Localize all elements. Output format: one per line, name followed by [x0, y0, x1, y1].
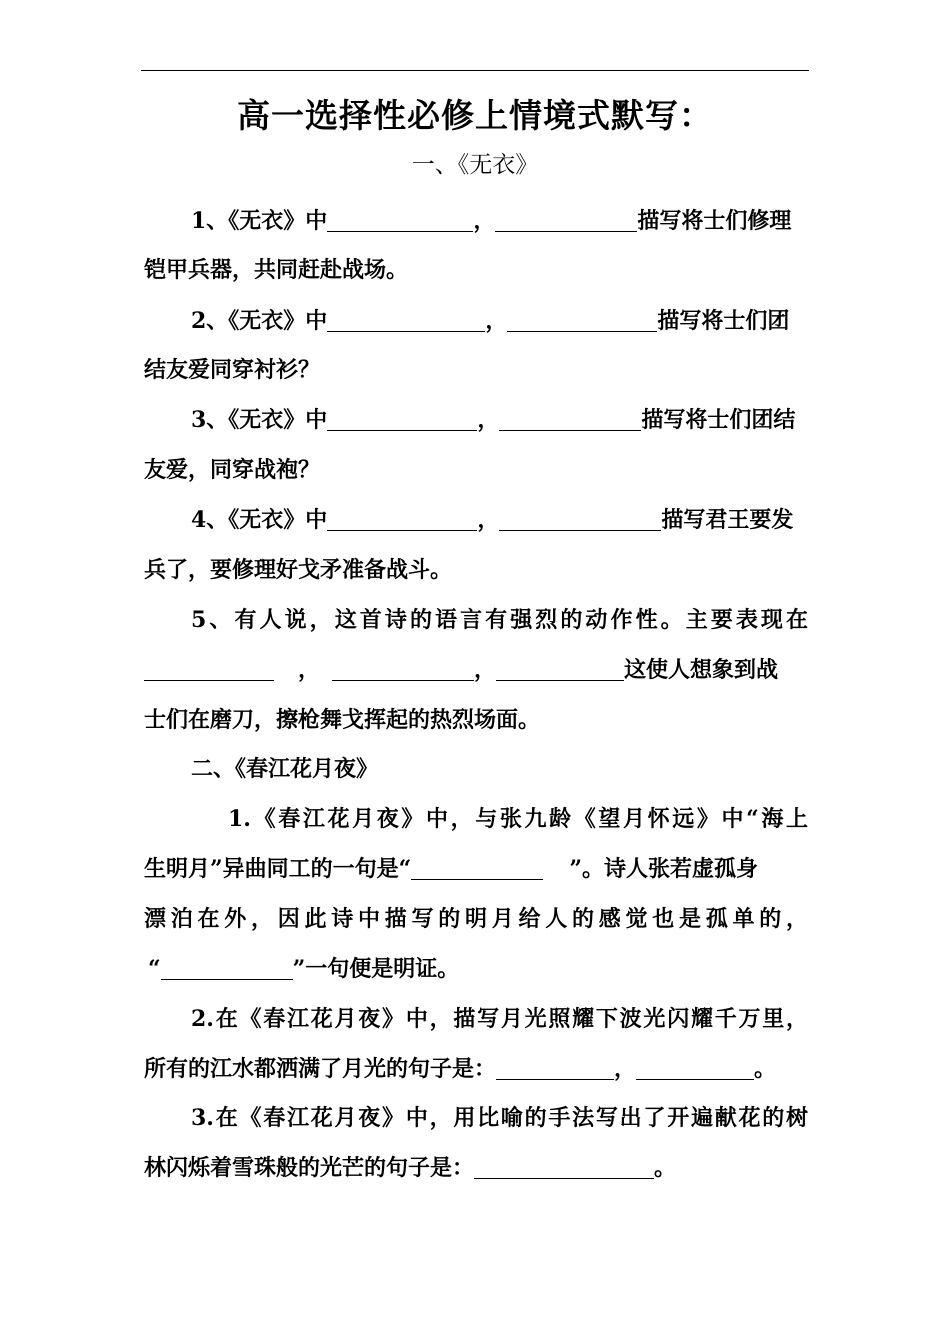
- question-3-line-2: 友爱，同穿战袍？: [144, 457, 321, 483]
- answer-blank[interactable]: [144, 656, 274, 681]
- s2-question-1-line-3: 漂泊在外，因此诗中描写的明月给人的感觉也是孤单的，: [144, 906, 808, 932]
- answer-blank[interactable]: [327, 307, 485, 332]
- answer-blank[interactable]: [327, 207, 473, 232]
- page-title: 高一选择性必修上情境式默写：: [237, 96, 713, 135]
- s2-question-1-line-4: “ ”一句便是明证。: [148, 956, 460, 982]
- header-rule: [141, 70, 809, 71]
- section-heading-chunjiang: 二、《春江花月夜》: [191, 756, 379, 782]
- answer-blank[interactable]: [499, 406, 641, 431]
- question-5-line-1: 5、有人说，这首诗的语言有强烈的动作性。主要表现在: [191, 607, 808, 633]
- s2-question-1-line-2: 生明月”异曲同工的一句是“ ”。诗人张若虚孤身: [144, 856, 758, 882]
- answer-blank[interactable]: [495, 207, 637, 232]
- answer-blank[interactable]: [507, 307, 657, 332]
- question-3-line-1: 3、《无衣》中 ， 描写将士们团结: [191, 407, 796, 433]
- s2-question-2-line-1: 2.在《春江花月夜》中，描写月光照耀下波光闪耀千万里，: [191, 1006, 808, 1032]
- answer-blank[interactable]: [636, 1055, 754, 1080]
- answer-blank[interactable]: [474, 1154, 654, 1179]
- question-2-line-1: 2、《无衣》中 ， 描写将士们团: [191, 308, 790, 334]
- answer-blank[interactable]: [327, 506, 477, 531]
- answer-blank[interactable]: [332, 656, 474, 681]
- s2-question-3-line-2: 林闪烁着雪珠般的光芒的句子是： 。: [144, 1155, 677, 1181]
- answer-blank[interactable]: [161, 955, 293, 980]
- section-heading-wuyi: 一、《无衣》: [411, 152, 539, 178]
- answer-blank[interactable]: [496, 1055, 614, 1080]
- question-4-line-2: 兵了，要修理好戈矛准备战斗。: [144, 557, 453, 583]
- question-5-line-3: 士们在磨刀，擦枪舞戈挥起的热烈场面。: [144, 707, 541, 733]
- question-5-line-2: ， ， 这使人想象到战: [144, 653, 808, 687]
- s2-question-3-line-1: 3.在《春江花月夜》中，用比喻的手法写出了开遍献花的树: [191, 1105, 808, 1131]
- s2-question-2-line-2: 所有的江水都洒满了月光的句子是： ， 。: [144, 1056, 777, 1082]
- answer-blank[interactable]: [327, 406, 477, 431]
- question-2-line-2: 结友爱同穿衬衫？: [144, 357, 321, 383]
- question-4-line-1: 4、《无衣》中 ， 描写君王要发: [191, 507, 794, 533]
- answer-blank[interactable]: [499, 506, 661, 531]
- question-1-line-2: 铠甲兵器，共同赶赴战场。: [144, 257, 409, 283]
- question-1-line-1: 1、《无衣》中 ， 描写将士们修理: [191, 208, 792, 234]
- answer-blank[interactable]: [496, 656, 624, 681]
- s2-question-1-line-1: 1.《春江花月夜》中，与张九龄《望月怀远》中“海上: [228, 806, 808, 832]
- answer-blank[interactable]: [411, 855, 543, 880]
